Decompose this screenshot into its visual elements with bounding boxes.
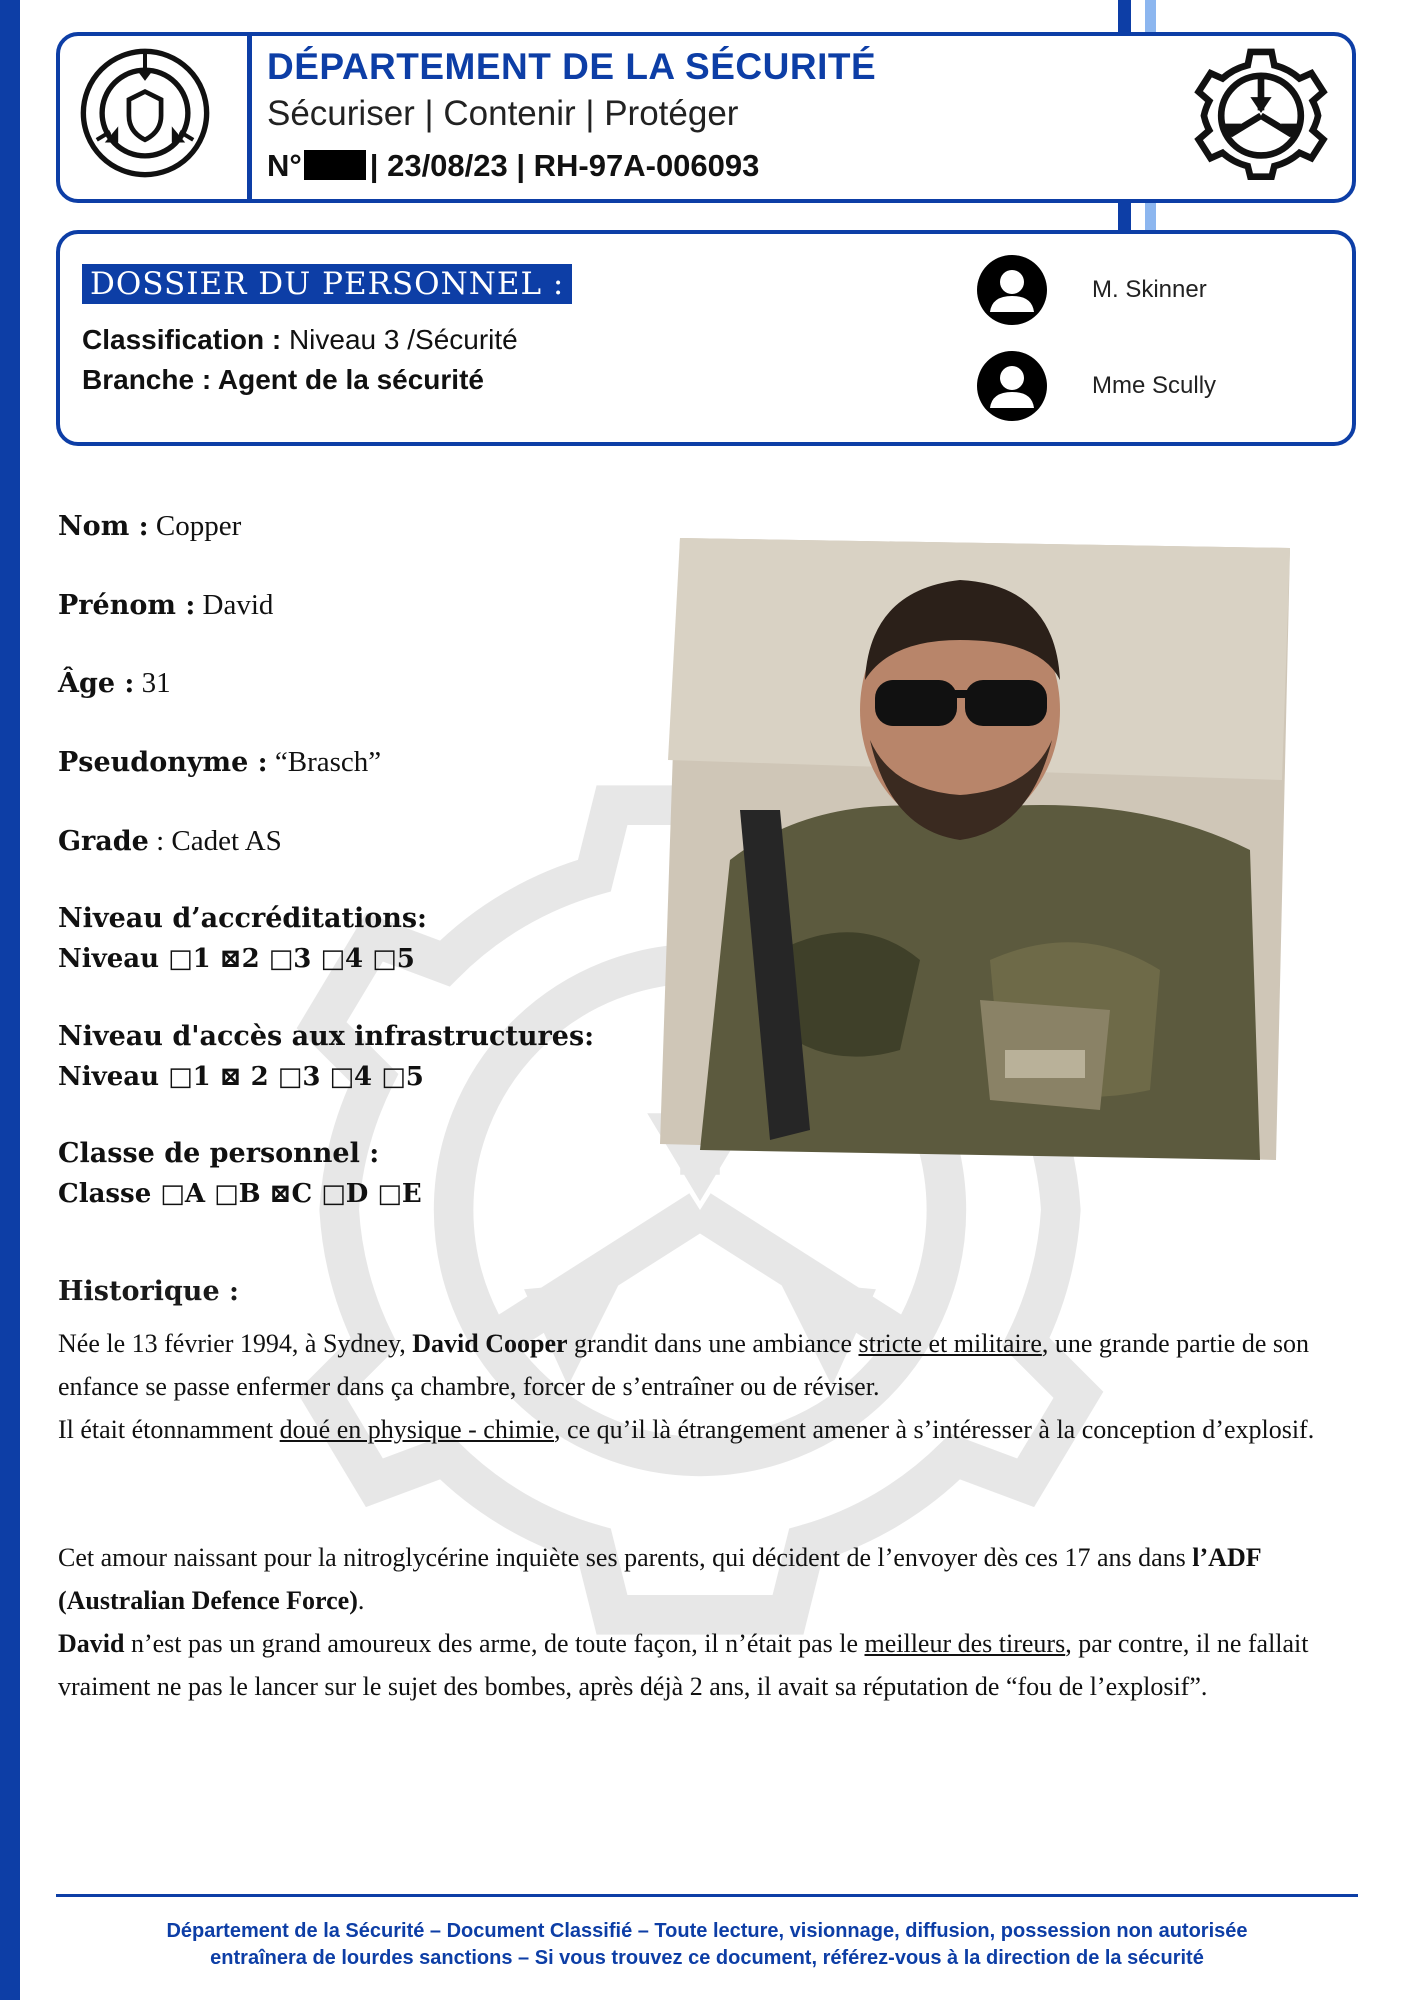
historique-block-1	[58, 1322, 1348, 1451]
pseudonyme-value: “Brasch”	[274, 746, 382, 778]
text-run: n’est pas un grand amoureux des arme, de toute façon, il n’était pas le	[124, 1629, 865, 1658]
dossier-panel	[56, 230, 1356, 446]
contact-scully	[976, 350, 1216, 422]
nom-label: Nom :	[58, 511, 149, 542]
department-motto: Sécuriser | Contenir | Protéger	[267, 94, 739, 133]
field-accreditation	[58, 898, 427, 979]
age-value: 31	[141, 667, 171, 699]
footer-line-1: Département de la Sécurité – Document Classifié – Toute lecture, visionnage, diffusion, possession non autorisée	[166, 1920, 1248, 1942]
field-acces	[58, 1016, 594, 1097]
nom-value: Copper	[155, 510, 242, 542]
prenom-value: David	[202, 589, 274, 621]
classification-value: Niveau 3 /Sécurité	[288, 324, 518, 355]
field-prenom	[58, 585, 273, 626]
grade-value: : Cadet AS	[156, 825, 282, 857]
footer-divider	[56, 1894, 1358, 1897]
text-run: Cet amour naissant pour la nitroglycérine inquiète ses parents, qui décident de l’envoyer dès ces 17 ans dans	[58, 1543, 1193, 1572]
personnel-photo	[660, 530, 1290, 1160]
text-run: , une grande partie de son enfance se passe enfermer dans ça chambre, forcer de s’entraîner ou de réviser.	[58, 1329, 1309, 1401]
user-avatar-icon	[976, 254, 1048, 326]
contact-skinner	[976, 254, 1207, 326]
classification-label: Classification :	[82, 324, 282, 355]
field-classe	[58, 1133, 422, 1214]
field-pseudonyme	[58, 742, 381, 783]
header-divider	[247, 36, 252, 199]
grade-label: Grade	[58, 826, 149, 857]
field-nom	[58, 506, 241, 547]
text-bold: l’ADF (Australian Defence Force)	[58, 1543, 1261, 1615]
text-underlined: meilleur des tireurs	[864, 1629, 1066, 1658]
footer-notice	[56, 1918, 1358, 1972]
security-department-logo-icon	[78, 46, 212, 180]
historique-paragraph	[58, 1622, 1348, 1708]
redacted-block	[304, 150, 366, 180]
left-accent-bar	[0, 0, 20, 2000]
classe-label: Classe de personnel :	[58, 1138, 380, 1169]
historique-title: Historique :	[58, 1276, 239, 1307]
reference-prefix: N°	[267, 148, 302, 183]
dossier-title: DOSSIER DU PERSONNEL :	[82, 264, 572, 304]
header-panel	[56, 32, 1356, 203]
historique-paragraph	[58, 1408, 1348, 1451]
text-run: Il était étonnamment	[58, 1415, 280, 1444]
text-run: Née le 13 février 1994, à Sydney,	[58, 1329, 413, 1358]
age-label: Âge :	[58, 668, 135, 699]
prenom-label: Prénom :	[58, 590, 196, 621]
branche-line: Branche : Agent de la sécurité	[82, 364, 484, 395]
text-run: grandit dans une ambiance	[567, 1329, 859, 1358]
classe-checkboxes: Classe □A □B ⊠C □D □E	[58, 1179, 422, 1209]
historique-block-2	[58, 1536, 1348, 1708]
historique-paragraph	[58, 1536, 1348, 1622]
department-title: DÉPARTEMENT DE LA SÉCURITÉ	[267, 46, 877, 87]
accreditation-checkboxes: Niveau □1 ⊠2 □3 □4 □5	[58, 944, 415, 974]
text-bold: David	[58, 1629, 125, 1658]
text-run: , par contre, il ne fallait vraiment ne pas le lancer sur le sujet des bombes, après déjà 2 ans, il avait sa réputation de “fou de l’explosif”.	[58, 1629, 1309, 1701]
acces-checkboxes: Niveau □1 ⊠ 2 □3 □4 □5	[58, 1062, 424, 1092]
classification-line	[82, 324, 518, 356]
text-underlined: doué en physique - chimie	[279, 1415, 555, 1444]
text-run: .	[357, 1586, 365, 1615]
text-run: , ce qu’il là étrangement amener à s’intéresser à la conception d’explosif.	[554, 1415, 1315, 1444]
accreditation-label: Niveau d’accréditations:	[58, 903, 428, 934]
document-reference	[267, 148, 759, 184]
pseudonyme-label: Pseudonyme :	[58, 747, 268, 778]
scp-logo-icon	[1188, 46, 1334, 180]
field-grade	[58, 821, 282, 862]
reference-date-code: | 23/08/23 | RH-97A-006093	[369, 148, 760, 183]
footer-line-2: entraînera de lourdes sanctions – Si vous trouvez ce document, référez-vous à la direction de la sécurité	[210, 1947, 1204, 1969]
user-avatar-icon	[976, 350, 1048, 422]
field-age	[58, 663, 171, 704]
contact-name: M. Skinner	[1092, 276, 1207, 303]
text-bold: David Cooper	[412, 1329, 568, 1358]
acces-label: Niveau d'accès aux infrastructures:	[58, 1021, 595, 1052]
text-underlined: stricte et militaire	[858, 1329, 1042, 1358]
contact-name: Mme Scully	[1092, 372, 1217, 399]
historique-paragraph	[58, 1322, 1348, 1408]
